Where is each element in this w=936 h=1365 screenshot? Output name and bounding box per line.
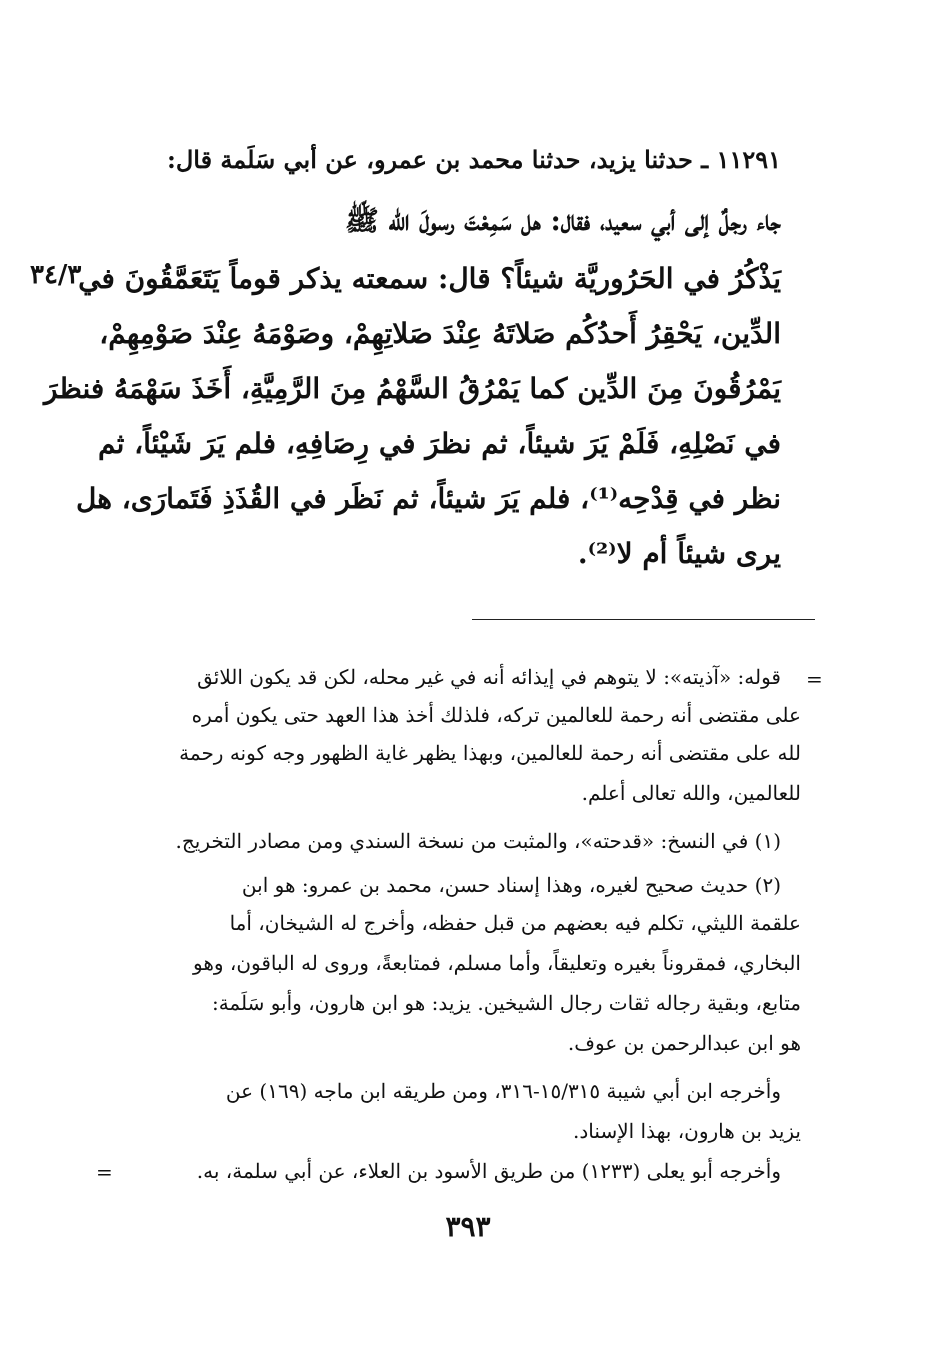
page-number: ٣٩٣ (445, 1210, 491, 1243)
continuation-mark-start: = (806, 667, 823, 691)
margin-reference: ٣٤/٣ (30, 260, 82, 290)
footnote-line: لله على مقتضى أنه رحمة للعالمين، وبهذا يظهر غاية الظهور وجه كونه رحمة (179, 741, 801, 765)
hadith-line: جاء رجلٌ إلى أبي سعيد، فقال: هل سَمِعْتَ رسولَ الله ﷺ (344, 204, 781, 237)
footnote-line: البخاري، فمقروناً بغيره وتعليقاً، وأما مسلم، فمتابعةً، وروى له الباقون، وهو (193, 951, 801, 975)
hadith-line: في نَصْلِهِ، فَلَمْ يَرَ شيئاً، ثم نظرَ في رِصَافِهِ، فلم يَرَ شَيْئاً، ثم (97, 427, 781, 460)
footnote-separator (472, 619, 815, 620)
footnote-line: (١) في النسخ: «قدحته»، والمثبت من نسخة السندي ومن مصادر التخريج. (175, 829, 781, 853)
hadith-line: يَمْرُقُونَ مِنَ الدِّين كما يَمْرُقُ السَّهْمُ مِنَ الرَّمِيَّةِ، أَخَذَ سَهْمَهُ فنظرَ (44, 372, 781, 405)
footnote-line: هو ابن عبدالرحمن بن عوف. (567, 1031, 801, 1055)
footnote-line: وأخرجه ابن أبي شيبة ١٥/٣١٥-٣١٦، ومن طريقه ابن ماجه (١٦٩) عن (225, 1079, 781, 1103)
footnote-line: يزيد بن هارون، بهذا الإسناد. (573, 1119, 801, 1143)
hadith-line: الدِّين، يَحْقِرُ أَحدُكُم صَلاتَهُ عِنْدَ صَلاتِهِمْ، وصَوْمَهُ عِنْدَ صَوْمِهِمْ، (99, 317, 781, 350)
footnote-line: قوله: «آذيته»: لا يتوهم في إيذائه أنه في غير محله، لكن قد يكون اللائق (197, 665, 781, 689)
footnote-line: علقمة الليثي، تكلم فيه بعضهم من قبل حفظه، وأخرج له الشيخان، أما (229, 911, 801, 935)
hadith-line: يَذْكُرُ في الحَرُوريَّة شيئاً؟ قال: سمعته يذكر قوماً يَتَعَمَّقُونَ في (78, 262, 781, 295)
hadith-line: يرى شيئاً أم لا⁽²⁾. (577, 537, 781, 570)
hadith-line: نظر في قِدْحِه⁽¹⁾، فلم يَرَ شيئاً، ثم نَظَر في القُذَذِ فَتَمارَى، هل (75, 482, 781, 515)
footnote-line: متابع، وبقية رجاله ثقات رجال الشيخين. يزيد: هو ابن هارون، وأبو سَلَمة: (211, 991, 801, 1015)
hadith-title: ١١٢٩١ ـ حدثنا يزيد، حدثنا محمد بن عمرو، عن أبي سَلَمة قال: (166, 145, 781, 174)
footnote-line: للعالمين، والله تعالى أعلم. (581, 781, 801, 805)
footnote-line: وأخرجه أبو يعلى (١٢٣٣) من طريق الأسود بن العلاء، عن أبي سلمة، به. (196, 1159, 781, 1183)
continuation-mark-end: = (96, 1160, 113, 1184)
footnote-line: (٢) حديث صحيح لغيره، وهذا إسناد حسن، محمد بن عمرو: هو ابن (241, 873, 781, 897)
footnote-line: على مقتضى أنه رحمة للعالمين تركه، فلذلك أخذ هذا العهد حتى يكون أمره (191, 703, 801, 727)
